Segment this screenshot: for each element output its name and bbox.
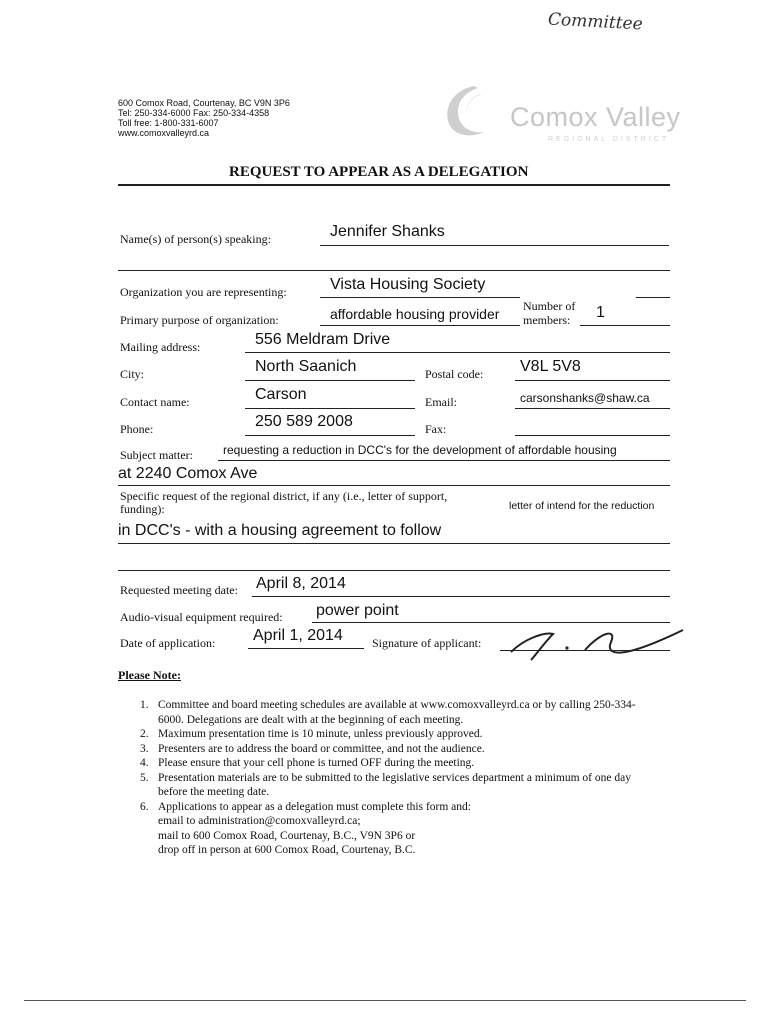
logo-name: Comox Valley <box>510 102 681 132</box>
names-underline <box>320 245 669 246</box>
note-text: Please ensure that your cell phone is turned OFF during the meeting. <box>158 757 475 769</box>
submission-mail <box>140 829 660 844</box>
meeting-date-label: Requested meeting date: <box>120 583 238 597</box>
note-number: 4. <box>140 757 149 769</box>
note-item <box>140 756 660 771</box>
note-number: 2. <box>140 728 149 740</box>
mailing-underline <box>245 352 670 353</box>
names-separator <box>118 270 670 271</box>
note-item <box>140 771 660 800</box>
app-date-field[interactable]: April 1, 2014 <box>253 627 343 644</box>
app-date-label: Date of application: <box>120 636 216 650</box>
title-rule <box>118 184 670 186</box>
members-underline <box>580 325 670 326</box>
note-item <box>140 698 660 727</box>
org-label: Organization you are representing: <box>120 285 287 299</box>
subject-label: Subject matter: <box>120 448 193 462</box>
header-toll-free: Toll free: 1-800-331-6007 <box>118 118 219 128</box>
signature-mark-icon[interactable] <box>505 620 685 666</box>
specific-underline-2 <box>118 570 670 571</box>
signature-underline <box>500 650 670 651</box>
signature-label: Signature of applicant: <box>372 636 482 650</box>
note-item <box>140 727 660 742</box>
header-tel-fax: Tel: 250-334-6000 Fax: 250-334-4358 <box>118 108 270 118</box>
logo-swoosh-icon <box>434 80 498 144</box>
purpose-field[interactable]: affordable housing provider <box>330 306 500 322</box>
note-text: Committee and board meeting schedules are available at www.comoxvalleyrd.ca or by calling 250-334-6000. Delegations are dealt with at the beginning of each meeting. <box>158 699 636 726</box>
note-text: Presentation materials are to be submitted to the legislative services department a minimum of one day before the meeting date. <box>158 771 631 798</box>
mailing-field[interactable]: 556 Meldram Drive <box>255 331 391 348</box>
note-number: 5. <box>140 771 149 784</box>
org-underline <box>320 297 520 298</box>
logo-subtitle: REGIONAL DISTRICT <box>548 136 670 143</box>
bottom-scan-line <box>24 1000 746 1001</box>
phone-field[interactable]: 250 589 2008 <box>255 413 353 430</box>
av-field[interactable]: power point <box>316 602 399 619</box>
specific-field-line-1[interactable]: letter of intend for the reduction <box>509 500 655 512</box>
header-address: 600 Comox Road, Courtenay, BC V9N 3P6 <box>118 98 290 108</box>
meeting-date-underline <box>252 596 670 597</box>
contact-label: Contact name: <box>120 395 190 409</box>
note-item <box>140 742 660 757</box>
contact-field[interactable]: Carson <box>255 386 307 403</box>
specific-label-1: Specific request of the regional district, if any (i.e., letter of support, <box>120 489 448 503</box>
purpose-underline <box>320 325 520 326</box>
subject-field-line-1[interactable]: requesting a reduction in DCC's for the development of affordable housing <box>223 443 617 457</box>
submission-mail-text: mail to 600 Comox Road, Courtenay, B.C., V9N 3P6 or <box>158 829 416 842</box>
subject-field-line-2[interactable]: at 2240 Comox Ave <box>118 465 258 482</box>
note-number: 6. <box>140 800 149 813</box>
note-number: 3. <box>140 742 149 755</box>
city-field[interactable]: North Saanich <box>255 358 357 375</box>
postal-field[interactable]: V8L 5V8 <box>520 358 581 375</box>
notes-list <box>140 698 660 858</box>
purpose-label: Primary purpose of organization: <box>120 313 279 327</box>
submission-email[interactable] <box>140 814 660 829</box>
specific-field-line-2[interactable]: in DCC's - with a housing agreement to follow <box>118 522 442 539</box>
meeting-date-field[interactable]: April 8, 2014 <box>256 575 346 592</box>
phone-underline <box>245 435 415 436</box>
form-title: REQUEST TO APPEAR AS A DELEGATION <box>229 164 529 180</box>
specific-label-2: funding): <box>120 502 165 516</box>
members-label-2: members: <box>523 313 571 327</box>
specific-underline-1 <box>118 543 670 544</box>
subject-underline-1 <box>218 460 670 461</box>
app-date-underline <box>248 648 364 649</box>
note-text: Maximum presentation time is 10 minute, unless previously approved. <box>158 728 483 740</box>
email-field[interactable]: carsonshanks@shaw.ca <box>520 391 650 405</box>
note-text: Applications to appear as a delegation must complete this form and: <box>158 800 471 813</box>
handwritten-annotation: Committee <box>547 9 644 35</box>
subject-underline-2 <box>118 485 670 486</box>
contact-underline <box>245 408 415 409</box>
members-field[interactable]: 1 <box>596 304 605 321</box>
note-number: 1. <box>140 699 149 711</box>
postal-underline <box>515 380 670 381</box>
city-underline <box>245 380 415 381</box>
submission-drop-off <box>140 843 660 858</box>
phone-label: Phone: <box>120 422 154 436</box>
fax-label: Fax: <box>425 422 447 436</box>
org-underline-end <box>636 297 670 298</box>
header-website: www.comoxvalleyrd.ca <box>118 128 210 138</box>
mailing-label: Mailing address: <box>120 340 201 354</box>
submission-drop-off-text: drop off in person at 600 Comox Road, Courtenay, B.C. <box>158 844 416 856</box>
note-text: Presenters are to address the board or committee, and not the audience. <box>158 742 485 755</box>
fax-underline <box>515 435 670 436</box>
av-label: Audio-visual equipment required: <box>120 610 283 624</box>
fax-field[interactable] <box>520 418 660 432</box>
city-label: City: <box>120 367 145 381</box>
names-field[interactable]: Jennifer Shanks <box>330 223 445 240</box>
notes-heading: Please Note: <box>118 668 181 682</box>
email-underline <box>515 408 670 409</box>
members-label-1: Number of <box>523 299 576 313</box>
names-label: Name(s) of person(s) speaking: <box>120 232 271 246</box>
email-label: Email: <box>425 395 457 409</box>
org-field[interactable]: Vista Housing Society <box>330 276 486 293</box>
note-item <box>140 800 660 815</box>
submission-email-text: email to administration@comoxvalleyrd.ca; <box>158 815 361 827</box>
postal-label: Postal code: <box>425 367 484 381</box>
